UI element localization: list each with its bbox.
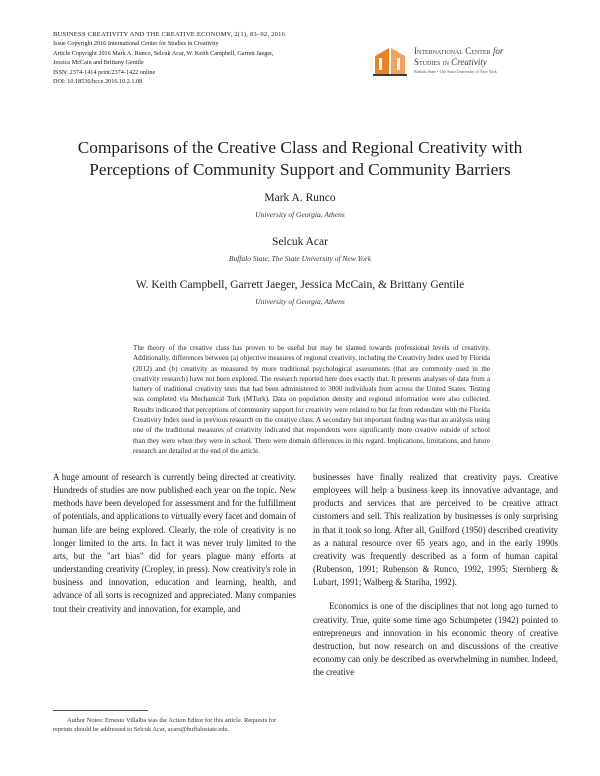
author-campbell-group: W. Keith Campbell, Garrett Jaeger, Jessica McCain, & Brittany Gentile [135, 279, 465, 291]
body-paragraph: businesses have finally realized that creativity pays. Creative employees will help a business keep its innovative advantage, and products and services that are perceived to be creative attract customers and sell. This realization by businesses is only surprising in that it took so long. After all, Guilford (1950) described creativity as a natural resource over 65 years ago, and in the early 1990s creativity was frequently described as a form of human capital (Rubenson, 1991; Rubenson & Runco, 1992, 1995; Sternberg & Lubart, 1991; Walberg & Stariha, 1992). [313, 472, 558, 588]
affiliation-acar: Buffalo State, The State University of New York [228, 254, 372, 263]
affiliation-runco: University of Georgia, Athens [255, 210, 345, 219]
icsc-emblem-icon [371, 44, 411, 78]
body-paragraph: Economics is one of the disciplines that not long ago turned to creativity. True, quite some time ago Schumpeter (1942) pointed to entrepreneurs and innovation in his economic theory of creative destruction, but now research on and discussions of the creative economy can only be described as overwhelming in number. Indeed, the creative [313, 601, 558, 678]
body-column-right [313, 471, 558, 679]
logo-line1-a: International Center [414, 46, 491, 56]
article-header-meta [53, 30, 353, 86]
affiliation-campbell-group: University of Georgia, Athens [255, 297, 345, 306]
title-line-2: Perceptions of Community Support and Community Barriers [89, 160, 511, 179]
icsc-logo [371, 44, 561, 78]
author-acar: Selcuk Acar [272, 236, 328, 248]
abstract: The theory of the creative class has proven to be useful but may be slanted towards professional levels of creativity. Additionally, differences between (a) objective measures of regional creativity, including the Creativity Index used by Florida (2012) and (b) creativity as measured by more traditional psychological assessments (that are commonly used in the creativity research) have not been explored. The research reported here does exactly that. It presents analyses of data from a battery of traditional creativity tests that had been administered to 3000 individuals from across the United States. Testing was completed via Mechanical Turk (MTurk). Data on population density and regional information were also collected. Results indicated that perceptions of community support for creativity were related to but far from redundant with the Florida Creativity Index used in previous research on the creative class. A secondary but important finding was that an analysis using one of the traditional measures of creativity indicated that respondents were significantly more creative outside of school than they were when they were in school. There were domain differences in this regard. Implications, limitations, and future research are detailed at the end of the article. [133, 344, 490, 455]
body-paragraph: A huge amount of research is currently being directed at creativity. Hundreds of studies are now published each year on the topic. New methods have been developed for assessment and for the fulfillment of potentials, and applications to virtually every facet and domain of human life are being explored. Clearly, the role of creativity is no longer limited to the arts. In fact it was never truly limited to the arts, but the "art bias" did for years plague many efforts at understanding creativity (Cropley, in press). Now creativity's role in business and innovation, education and learning, health, and advance of all sorts is recognized and appreciated. Many companies tout their creativity and innovation, for example, and [53, 472, 296, 614]
body-column-left [53, 471, 296, 616]
icsc-name [414, 46, 503, 67]
logo-line1-b: for [492, 46, 504, 56]
logo-line2-a: Studies in [414, 56, 449, 67]
journal-citation: BUSINESS CREATIVITY AND THE CREATIVE ECONOMY, 2(1), 83–92, 2016 [53, 31, 286, 38]
author-notes-footnote: Author Notes: Ernesto Villalba was the Action Editor for this article. Requests for reprints should be addressed to Selcuk Acar, acars@buffalostate.edu. [53, 717, 277, 734]
article-copyright-cont: Jessica McCain and Brittany Gentile [53, 59, 144, 67]
issn: ISSN: 2374-1414 print/2374-1422 online [53, 68, 156, 76]
article-title [40, 137, 560, 181]
footnote-divider [53, 710, 148, 711]
doi: DOI: 10.18536/bcce.2016.10.2.1.08 [53, 78, 143, 86]
logo-line2-b: Creativity [451, 56, 487, 67]
author-runco: Mark A. Runco [264, 192, 336, 204]
article-copyright: Article Copyright 2016 Mark A. Runco, Selcuk Acar, W. Keith Campbell, Garrett Jaeger, [53, 49, 274, 57]
title-line-1: Comparisons of the Creative Class and Regional Creativity with [77, 138, 523, 157]
issue-copyright: Issue Copyright 2016 International Center for Studies in Creativity [53, 40, 219, 48]
logo-subline: Buffalo State • The State University of New York [414, 69, 497, 74]
